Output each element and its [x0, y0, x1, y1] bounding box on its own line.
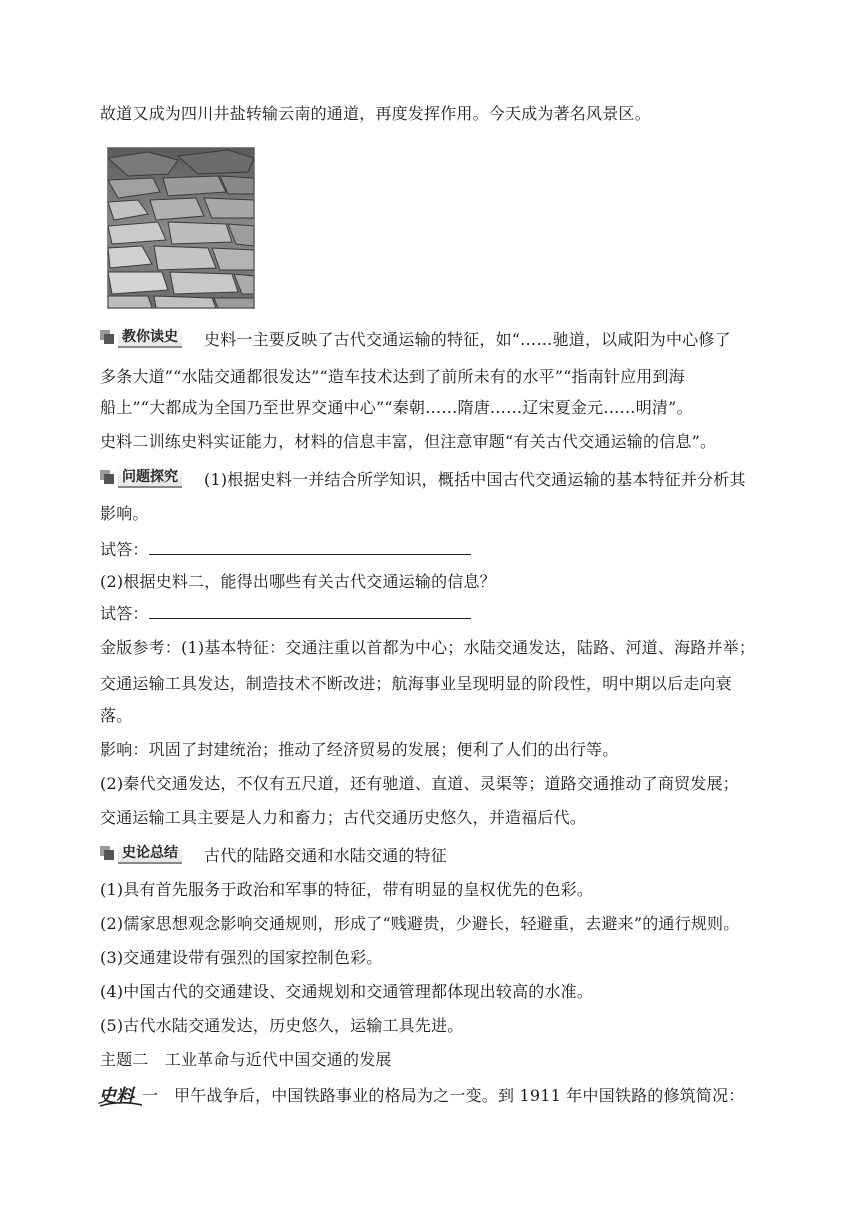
text-line: (4)中国古代的交通建设、交通规划和交通管理都体现出较高的水准。 [100, 982, 594, 1001]
section-title: 古代的陆路交通和水陆交通的特征 [204, 846, 448, 865]
answer-label: 试答： [100, 604, 149, 623]
stone-steps-photo [107, 147, 255, 309]
text-line: (2)儒家思想观念影响交通规则，形成了“贱避贵，少避长，轻避重，去避来”的通行规则。 [100, 914, 740, 933]
text-line: 影响。 [100, 504, 149, 523]
text-line: 多条大道”“水陆交通都很发达”“造车技术达到了前所未有的水平”“指南针应用到海 [100, 367, 685, 386]
tag-wenti-tanjiu [100, 466, 182, 488]
theme-heading: 主题二 工业革命与近代中国交通的发展 [100, 1050, 392, 1069]
text-line: (1)具有首先服务于政治和军事的特征，带有明显的皇权优先的色彩。 [100, 880, 594, 899]
text-line: 交通运输工具主要是人力和畜力；古代交通历史悠久，并造福后代。 [100, 808, 587, 827]
text-line: (3)交通建设带有强烈的国家控制色彩。 [100, 948, 383, 967]
tag-jiaoni-dushi [100, 326, 182, 348]
text-line: (2)根据史料二，能得出哪些有关古代交通运输的信息？ [100, 572, 496, 591]
shiliao-logo-text: 史料 [98, 1086, 134, 1107]
text-line: 史料二训练史料实证能力，材料的信息丰富，但注意审题“有关古代交通运输的信息”。 [100, 432, 717, 451]
text-line: (1)根据史料一并结合所学知识，概括中国古代交通运输的基本特征并分析其 [204, 470, 746, 489]
tag-label: 教你读史 [118, 326, 182, 348]
source-label-number: 一 [142, 1086, 159, 1105]
shiliao-logo-icon [98, 1083, 144, 1109]
text-line: 甲午战争后，中国铁路事业的格局为之一变。到 1911 年中国铁路的修筑简况： [174, 1086, 745, 1105]
answer-blank[interactable] [149, 540, 471, 555]
tag-shilun-zongjie [100, 842, 182, 864]
text-line: 金版参考：(1)基本特征：交通注重以首都为中心；水陆交通发达，陆路、河道、海路并举； [100, 638, 756, 657]
tag-label: 史论总结 [118, 842, 182, 864]
text-line: 史料一主要反映了古代交通运输的特征，如“……驰道，以咸阳为中心修了 [204, 330, 731, 349]
square-mark-icon [100, 330, 114, 344]
text-line: 船上”“大都成为全国乃至世界交通中心”“秦朝……隋唐……辽宋夏金元……明清”。 [100, 398, 693, 417]
square-mark-icon [100, 846, 114, 860]
answer-blank[interactable] [149, 604, 471, 619]
answer-line-1 [100, 540, 471, 560]
answer-label: 试答： [100, 540, 149, 559]
text-line: (2)秦代交通发达，不仅有五尺道，还有驰道、直道、灵渠等；道路交通推动了商贸发展； [100, 774, 739, 793]
tag-label: 问题探究 [118, 466, 182, 488]
square-mark-icon [100, 470, 114, 484]
text-line: 故道又成为四川井盐转输云南的通道，再度发挥作用。今天成为著名风景区。 [100, 104, 651, 123]
text-line: 影响：巩固了封建统治；推动了经济贸易的发展；便利了人们的出行等。 [100, 740, 619, 759]
text-line: 交通运输工具发达，制造技术不断改进；航海事业呈现明显的阶段性，明中期以后走向衰 [100, 674, 732, 693]
text-line: 落。 [100, 706, 133, 725]
answer-line-2 [100, 604, 471, 624]
text-line: (5)古代水陆交通发达，历史悠久，运输工具先进。 [100, 1016, 464, 1035]
